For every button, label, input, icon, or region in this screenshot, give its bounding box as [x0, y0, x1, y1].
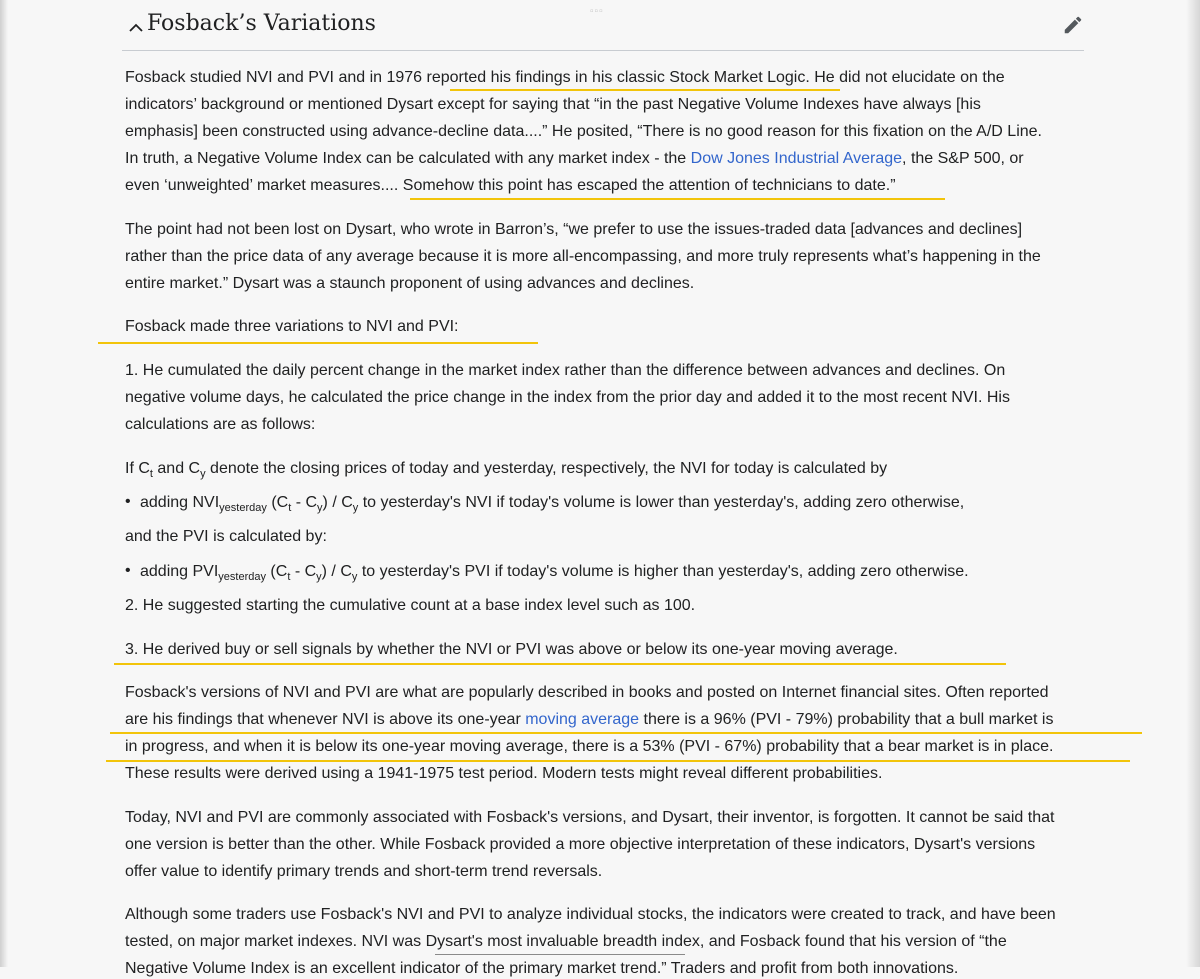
text-line: 3. He derived buy or sell signals by whether the NVI or PVI was above or below its one-year moving average. [125, 641, 898, 658]
text-line: one version is better than the other. While Fosback provided a more objective interpretation of these indicators, Dysart's versions [125, 836, 1036, 853]
link-moving-average[interactable]: moving average [525, 711, 640, 728]
text-line [125, 710, 1053, 730]
pencil-icon[interactable] [1062, 14, 1084, 36]
list-item [140, 493, 964, 513]
highlight-mark [106, 760, 1130, 762]
subscript: yesterday [218, 571, 266, 583]
text-line: tested, on major market indexes. NVI was Dysart's most invaluable breadth index, and Fosback found that his version of “the [125, 933, 1007, 950]
highlight-mark [450, 89, 840, 91]
text-fragment: and C [152, 460, 201, 477]
text-line: indicators’ background or mentioned Dysart except for saying that “in the past Negative Volume Indexes have always [his [125, 96, 981, 113]
list-item [140, 562, 969, 582]
text-line: Fosback studied NVI and PVI and in 1976 reported his findings in his classic Stock Market Logic. He did not elucidate on the [125, 69, 1005, 86]
text-line: offer value to identify primary trends and short-term trend reversals. [125, 863, 603, 880]
section-heading [122, 10, 1084, 51]
text-fragment: adding PVI [140, 563, 219, 580]
text-fragment: ) / C [321, 563, 352, 580]
section-title: Fosback’s Variations [147, 11, 376, 36]
text-line [125, 149, 1024, 169]
highlight-mark [410, 198, 945, 200]
text-fragment: ) / C [322, 494, 353, 511]
text-fragment: to yesterday's NVI if today's volume is lower than yesterday's, adding zero otherwise, [358, 494, 965, 511]
subscript: y [351, 571, 358, 583]
text-line: even ‘unweighted’ market measures.... Somehow this point has escaped the attention of technicians to date.” [125, 177, 896, 194]
drag-handle[interactable]: ▫▫▫ [590, 6, 604, 17]
text-line: Fosback's versions of NVI and PVI are what are popularly described in books and posted on Internet financial sites. Often reported [125, 684, 1049, 701]
scroll-indicator [435, 954, 685, 955]
formula-intro [125, 459, 887, 479]
text-fragment: - C [291, 494, 318, 511]
subscript: t [149, 468, 153, 480]
page-shadow-left [0, 0, 8, 967]
highlight-mark [98, 342, 538, 344]
text-fragment: - C [290, 563, 317, 580]
subscript: yesterday [219, 502, 267, 514]
text-line: Fosback made three variations to NVI and PVI: [125, 318, 459, 335]
subscript: t [287, 571, 291, 583]
subscript: y [352, 502, 359, 514]
text-fragment: to yesterday's PVI if today's volume is higher than yesterday's, adding zero otherwise. [357, 563, 969, 580]
text-line: calculations are as follows: [125, 416, 316, 433]
text-line: in progress, and when it is below its one-year moving average, there is a 53% (PVI - 67%) probability that a bear market is in place. [125, 738, 1054, 755]
text-fragment: If C [125, 460, 150, 477]
chevron-up-icon[interactable] [126, 18, 146, 38]
text-fragment: there is a 96% (PVI - 79%) probability that a bull market is [639, 711, 1054, 728]
text-fragment: In truth, a Negative Volume Index can be calculated with any market index - the [125, 150, 691, 167]
text-fragment: (C [265, 563, 288, 580]
text-fragment: (C [266, 494, 289, 511]
subscript: t [288, 502, 292, 514]
subscript: y [317, 502, 323, 514]
subscript: y [316, 571, 322, 583]
link-dow-jones[interactable]: Dow Jones Industrial Average [690, 150, 903, 167]
text-line: Today, NVI and PVI are commonly associated with Fosback's versions, and Dysart, their inventor, is forgotten. It cannot be said that [125, 809, 1055, 826]
text-line: negative volume days, he calculated the price change in the index from the prior day and added it to the most recent NVI. His [125, 389, 1010, 406]
subscript: y [200, 468, 206, 480]
text-line: and the PVI is calculated by: [125, 528, 327, 545]
text-line: emphasis] been constructed using advance-decline data....” He posited, “There is no good reason for this fixation on the A/D Line. [125, 123, 1042, 140]
text-line: 1. He cumulated the daily percent change in the market index rather than the difference between advances and declines. On [125, 362, 1006, 379]
text-line: Negative Volume Index is an excellent indicator of the primary market trend.” Traders and profit from both innovations. [125, 960, 959, 977]
page-shadow-right [1186, 0, 1200, 967]
bullet-dot: • [125, 493, 131, 510]
text-line: Although some traders use Fosback's NVI and PVI to analyze individual stocks, the indicators were created to track, and have been [125, 906, 1056, 923]
text-fragment: adding NVI [140, 494, 220, 511]
bullet-dot: • [125, 562, 131, 579]
text-line: 2. He suggested starting the cumulative count at a base index level such as 100. [125, 597, 696, 614]
text-fragment: denote the closing prices of today and yesterday, respectively, the NVI for today is calculated by [205, 460, 888, 477]
text-line: rather than the price data of any average because it is more all-encompassing, and more truly represents what’s happening in the [125, 248, 1041, 265]
text-fragment: , the S&P 500, or [902, 150, 1024, 167]
text-line: These results were derived using a 1941-1975 test period. Modern tests might reveal different probabilities. [125, 765, 883, 782]
highlight-mark [110, 732, 1142, 734]
highlight-mark [114, 663, 1006, 665]
text-line: entire market.” Dysart was a staunch proponent of using advances and declines. [125, 275, 695, 292]
text-fragment: are his findings that whenever NVI is above its one-year [125, 711, 526, 728]
text-line: The point had not been lost on Dysart, who wrote in Barron’s, “we prefer to use the issues-traded data [advances and declines] [125, 221, 1023, 238]
